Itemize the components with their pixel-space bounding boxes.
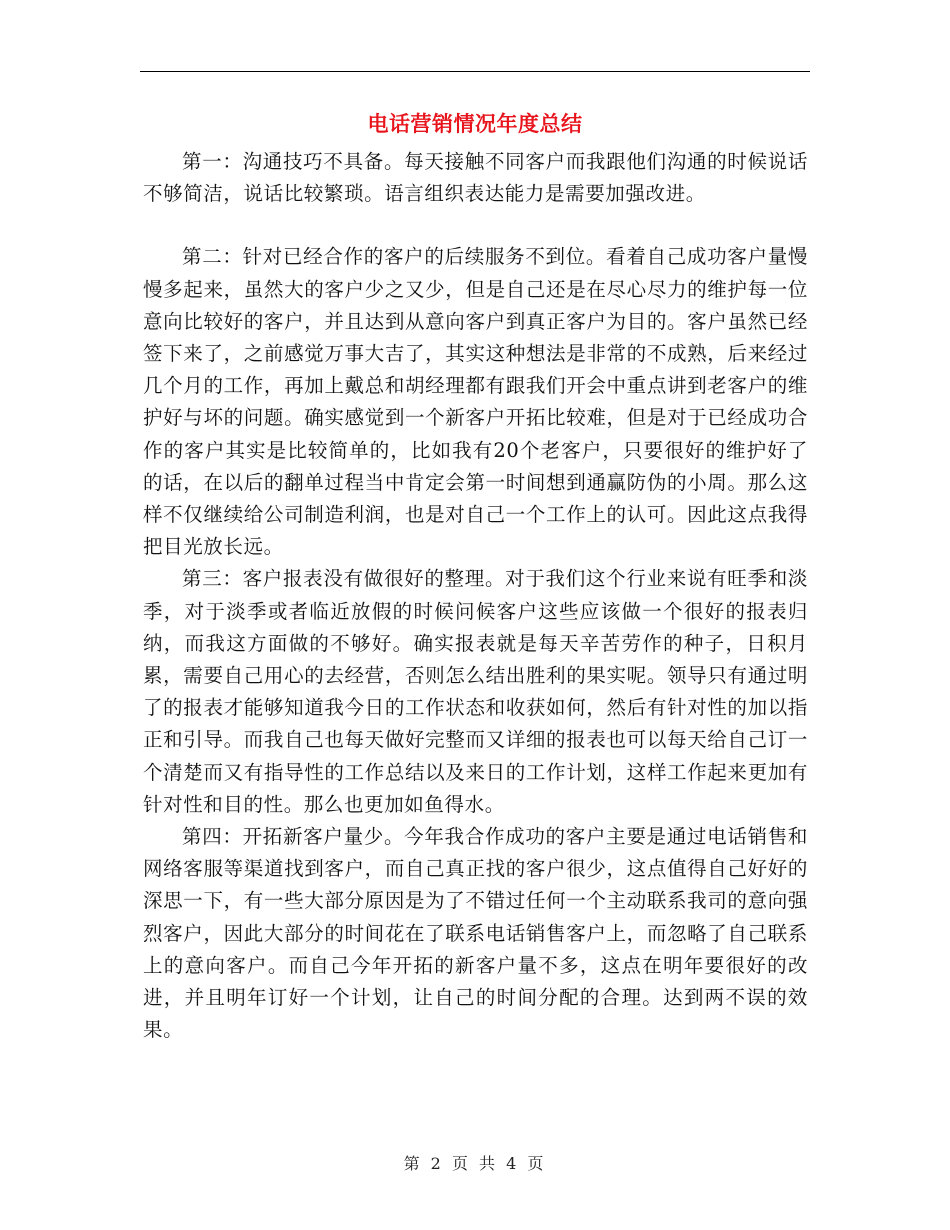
document-body (143, 146, 808, 1046)
paragraph-2: 第二：针对已经合作的客户的后续服务不到位。看着自己成功客户量慢慢多起来，虽然大的客户少之又少，但是自己还是在尽心尽力的维护每一位意向比较好的客户，并且达到从意向客户到真正客户为目的。客户虽然已经签下来了，之前感觉万事大吉了，其实这种想法是非常的不成熟，后来经过几个月的工作，再加上戴总和胡经理都有跟我们开会中重点讲到老客户的维护好与坏的问题。确实感觉到一个新客户开拓比较难，但是对于已经成功合作的客户其实是比较简单的，比如我有20个老客户，只要很好的维护好了的话，在以后的翻单过程当中肯定会第一时间想到通赢防伪的小周。那么这样不仅继续给公司制造利润，也是对自己一个工作上的认可。因此这点我得把目光放长远。 (143, 245, 808, 559)
paragraph-1: 第一：沟通技巧不具备。每天接触不同客户而我跟他们沟通的时候说话不够简洁，说话比较繁琐。语言组织表达能力是需要加强改进。 (143, 150, 808, 206)
header-rule (140, 71, 810, 72)
document-title: 电话营销情况年度总结 (367, 112, 583, 136)
paragraph-4: 第四：开拓新客户量少。今年我合作成功的客户主要是通过电话销售和网络客服等渠道找到客户，而自己真正找的客户很少，这点值得自己好好的深思一下，有一些大部分原因是为了不错过任何一个主动联系我司的意向强烈客户，因此大部分的时间花在了联系电话销售客户上，而忽略了自己联系上的意向客户。而自己今年开拓的新客户量不多，这点在明年要很好的改进，并且明年订好一个计划，让自己的时间分配的合理。达到两不误的效果。 (143, 825, 808, 1042)
paragraph-3: 第三：客户报表没有做很好的整理。对于我们这个行业来说有旺季和淡季，对于淡季或者临近放假的时候问候客户这些应该做一个很好的报表归纳，而我这方面做的不够好。确实报表就是每天辛苦劳作的种子，日积月累，需要自己用心的去经营，否则怎么结出胜利的果实呢。领导只有通过明了的报表才能够知道我今日的工作状态和收获如何，然后有针对性的加以指正和引导。而我自己也每天做好完整而又详细的报表也可以每天给自己订一个清楚而又有指导性的工作总结以及来日的工作计划，这样工作起来更加有针对性和目的性。那么也更加如鱼得水。 (143, 567, 808, 816)
page-number-footer: 第 2 页 共 4 页 (403, 1154, 547, 1173)
